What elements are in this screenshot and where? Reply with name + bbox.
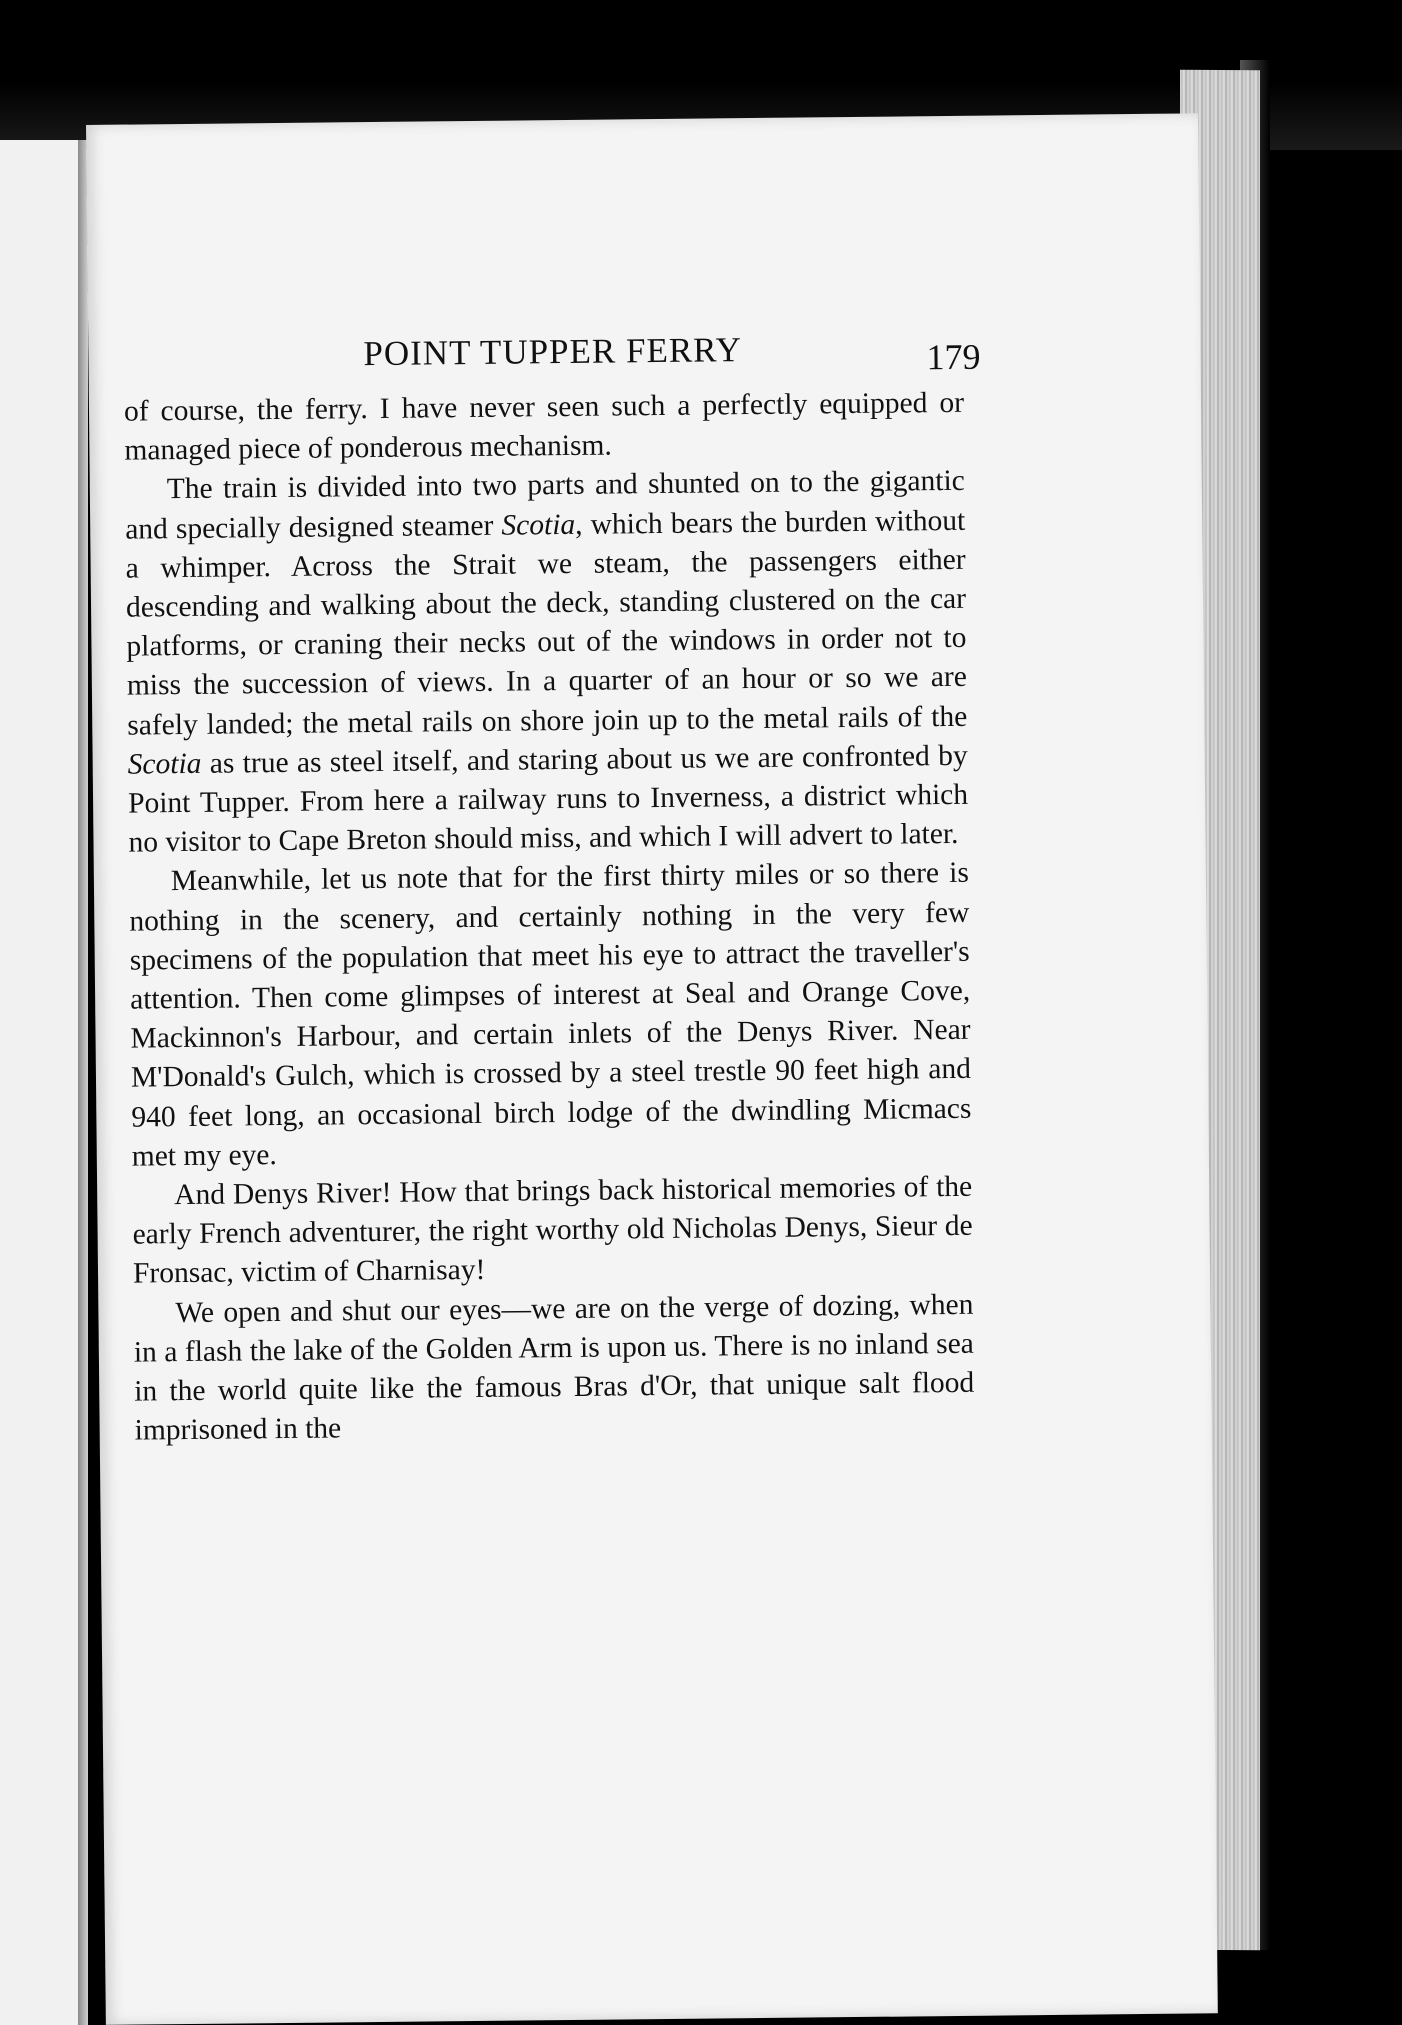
facing-page-edge bbox=[0, 140, 78, 2025]
paragraph bbox=[124, 384, 965, 471]
text-segment: The train is divided into two parts and shunted on to the gigantic and specially designed steamer bbox=[125, 465, 965, 546]
book-page bbox=[86, 113, 1218, 2025]
text-segment: We open and shut our eyes—we are on the verge of dozing, when in a flash the lake of the Golden Arm is upon us. There is no inland sea in the world quite like the famous Bras d'Or, that unique salt flood imprisoned in the bbox=[133, 1288, 975, 1447]
page-number: 179 bbox=[926, 336, 981, 378]
ship-name: Scotia bbox=[127, 747, 202, 781]
text-segment: as true as steel itself, and staring about us we are confronted by Point Tupper. From here a railway runs to Inverness, a district which no visitor to Cape Breton should miss, and which I will advert to later. bbox=[127, 739, 969, 859]
text-segment: , which bears the burden without a whimper. Across the Strait we steam, the passengers either descending and walking about the deck, standing clustered on the car platforms, or craning their necks out of the windows in order not to miss the succession of views. In a quarter of an hour or so we are safely landed; the metal rails on shore join up to the metal rails of the bbox=[125, 504, 968, 742]
running-title: POINT TUPPER FERRY bbox=[363, 330, 743, 374]
paragraph bbox=[125, 462, 969, 863]
book-gutter bbox=[78, 140, 88, 2025]
ship-name: Scotia bbox=[501, 508, 576, 542]
paragraph bbox=[129, 854, 972, 1176]
body-text bbox=[124, 384, 975, 1451]
text-segment: And Denys River! How that brings back historical memories of the early French adventurer, the right worthy old Nicholas Denys, Sieur de Fronsac, victim of Charnisay! bbox=[132, 1170, 973, 1291]
paragraph bbox=[133, 1285, 975, 1451]
text-segment: Meanwhile, let us note that for the first thirty miles or so there is nothing in the scenery, and certainly nothing in the very few specimens of the population that meet his eye to attract the traveller's attention. Then come glimpses of interest at Seal and Orange Cove, Mackinnon's Harbour, and certain inlets of the Denys River. Near M'Donald's Gulch, which is crossed by a steel trestle 90 feet high and 940 feet long, an occasional birch lodge of the dwindling Micmacs met my eye. bbox=[129, 857, 972, 1173]
paragraph bbox=[132, 1168, 973, 1294]
text-segment: of course, the ferry. I have never seen such a perfectly equipped or managed piece of ponderous mechanism. bbox=[123, 386, 965, 467]
running-head bbox=[88, 325, 1200, 387]
